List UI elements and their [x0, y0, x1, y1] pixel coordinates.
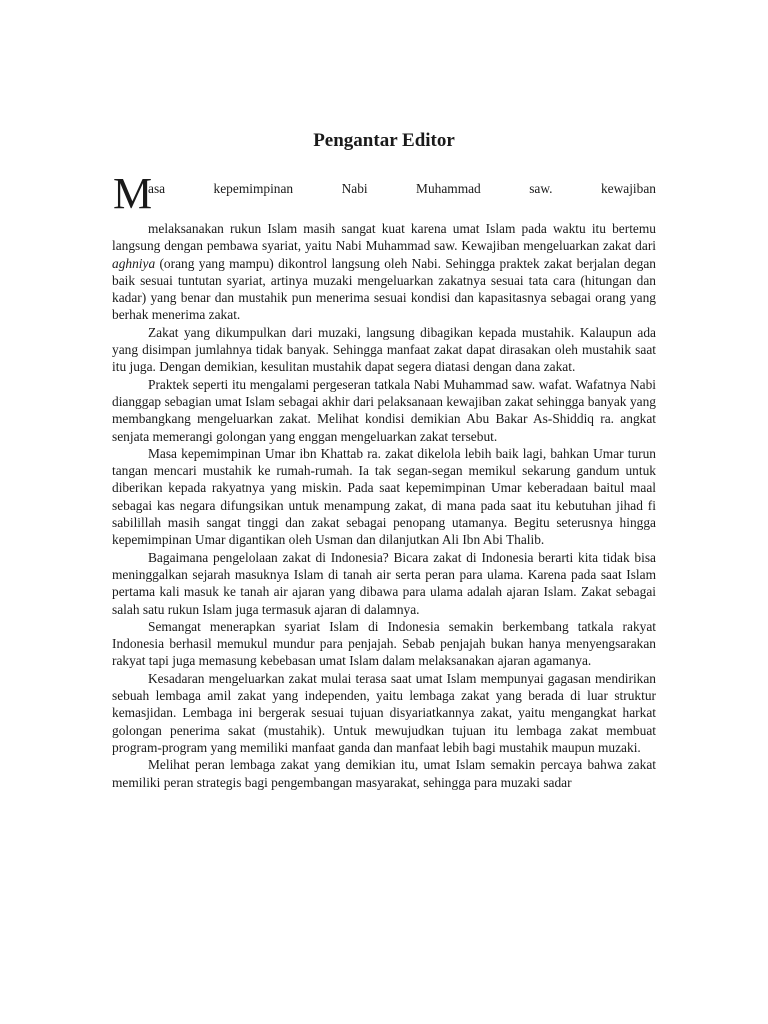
- first-line-word: asa: [148, 181, 166, 196]
- page-title: Pengantar Editor: [313, 130, 455, 151]
- paragraph-text: (orang yang mampu) dikontrol langsung oleh Nabi. Sehingga praktek zakat berjalan degan baik sesuai tuntutan syariat, artinya muzaki mengeluarkan zakatnya sesuai tata cara (hitungan dan kadar) yang benar dan mustahik pun menerima sesuai kondisi dan kapasitasnya sebagai orang yang berhak menerima zakat.: [112, 255, 656, 323]
- paragraph-text: melaksanakan rukun Islam masih sangat kuat karena umat Islam pada waktu itu bertemu langsung dengan pembawa syariat, yaitu Nabi Muhammad saw. Kewajiban mengeluarkan zakat dari: [112, 221, 656, 254]
- first-line-word: saw.: [529, 181, 553, 196]
- paragraph: Praktek seperti itu mengalami pergeseran tatkala Nabi Muhammad saw. wafat. Wafatnya Nabi dianggap sebagian umat Islam sebagai akhir dari pelaksanaan kewajiban zakat sehingga banyak yang membangkang mengeluarkan zakat. Melihat kondisi demikian Abu Bakar As-Shiddiq ra. angkat senjata memerangi golongan yang enggan mengeluarkan zakat tersebut.: [112, 376, 656, 444]
- first-line-word: kewajiban: [600, 181, 656, 196]
- first-line: [148, 180, 656, 197]
- paragraph: [112, 220, 656, 324]
- paragraph: Bagaimana pengelolaan zakat di Indonesia? Bicara zakat di Indonesia berarti kita tidak bisa meninggalkan sejarah masuknya Islam di tanah air serta peran para ulama. Karena pada saat Islam pertama kali masuk ke tanah air ajaran yang dibawa para ulama adalah ajaran Islam. Zakat sebagai salah satu rukun Islam juga termasuk ajaran di dalamnya.: [112, 549, 656, 617]
- first-line-word: Nabi: [341, 181, 368, 196]
- paragraph: Kesadaran mengeluarkan zakat mulai terasa saat umat Islam mempunyai gagasan mendirikan sebuah lembaga amil zakat yang independen, yaitu lembaga zakat yang berada di luar struktur kemasjidan. Lembaga ini bergerak sesuai tujuan disyariatkannya zakat, yaitu mengangkat harkat golongan penerima sakat (mustahik). Untuk mewujudkan tujuan itu lembaga zakat membuat program-program yang memiliki manfaat ganda dan manfaat lebih bagi mustahik maupun muzaki.: [112, 670, 656, 755]
- first-line-word: Muhammad: [416, 181, 481, 196]
- paragraph: Semangat menerapkan syariat Islam di Indonesia semakin berkembang tatkala rakyat Indonesia berhasil memukul mundur para penjajah. Sebab penjajah bukan hanya menyengsarakan rakyat tapi juga memasung kebebasan umat Islam dalam melaksanakan ajaran agamanya.: [112, 618, 656, 669]
- paragraph: Melihat peran lembaga zakat yang demikian itu, umat Islam semakin percaya bahwa zakat memiliki peran strategis bagi pengembangan masyarakat, sehingga para muzaki sadar: [112, 757, 656, 790]
- drop-cap: M: [113, 169, 153, 218]
- first-line-word: kepemimpinan: [213, 181, 294, 196]
- paragraph: Zakat yang dikumpulkan dari muzaki, langsung dibagikan kepada mustahik. Kalaupun ada yang disimpan jumlahnya tidak banyak. Sehingga manfaat zakat dapat dirasakan oleh mustahik saat itu juga. Dengan demikian, kesulitan mustahik dapat segera diatasi dengan dana zakat.: [112, 324, 656, 375]
- paragraph: Masa kepemimpinan Umar ibn Khattab ra. zakat dikelola lebih baik lagi, bahkan Umar turun tangan mencari mustahik ke rumah-rumah. Ia tak segan-segan memikul sekarung gandum untuk diberikan kepada rakyatnya yang miskin. Pada saat kepemimpinan Umar keberadaan baitul maal sebagai kas negara difungsikan untuk menampung zakat, di mana pada saat itu kebutuhan jihad fi sabilillah masih sangat tinggi dan zakat sebagai penopang utamanya. Begitu seterusnya hingga kepemimpinan Umar digantikan oleh Usman dan dilanjutkan Ali Ibn Abi Thalib.: [112, 445, 656, 548]
- italic-term: aghniya: [112, 255, 156, 271]
- body-text: [112, 220, 656, 791]
